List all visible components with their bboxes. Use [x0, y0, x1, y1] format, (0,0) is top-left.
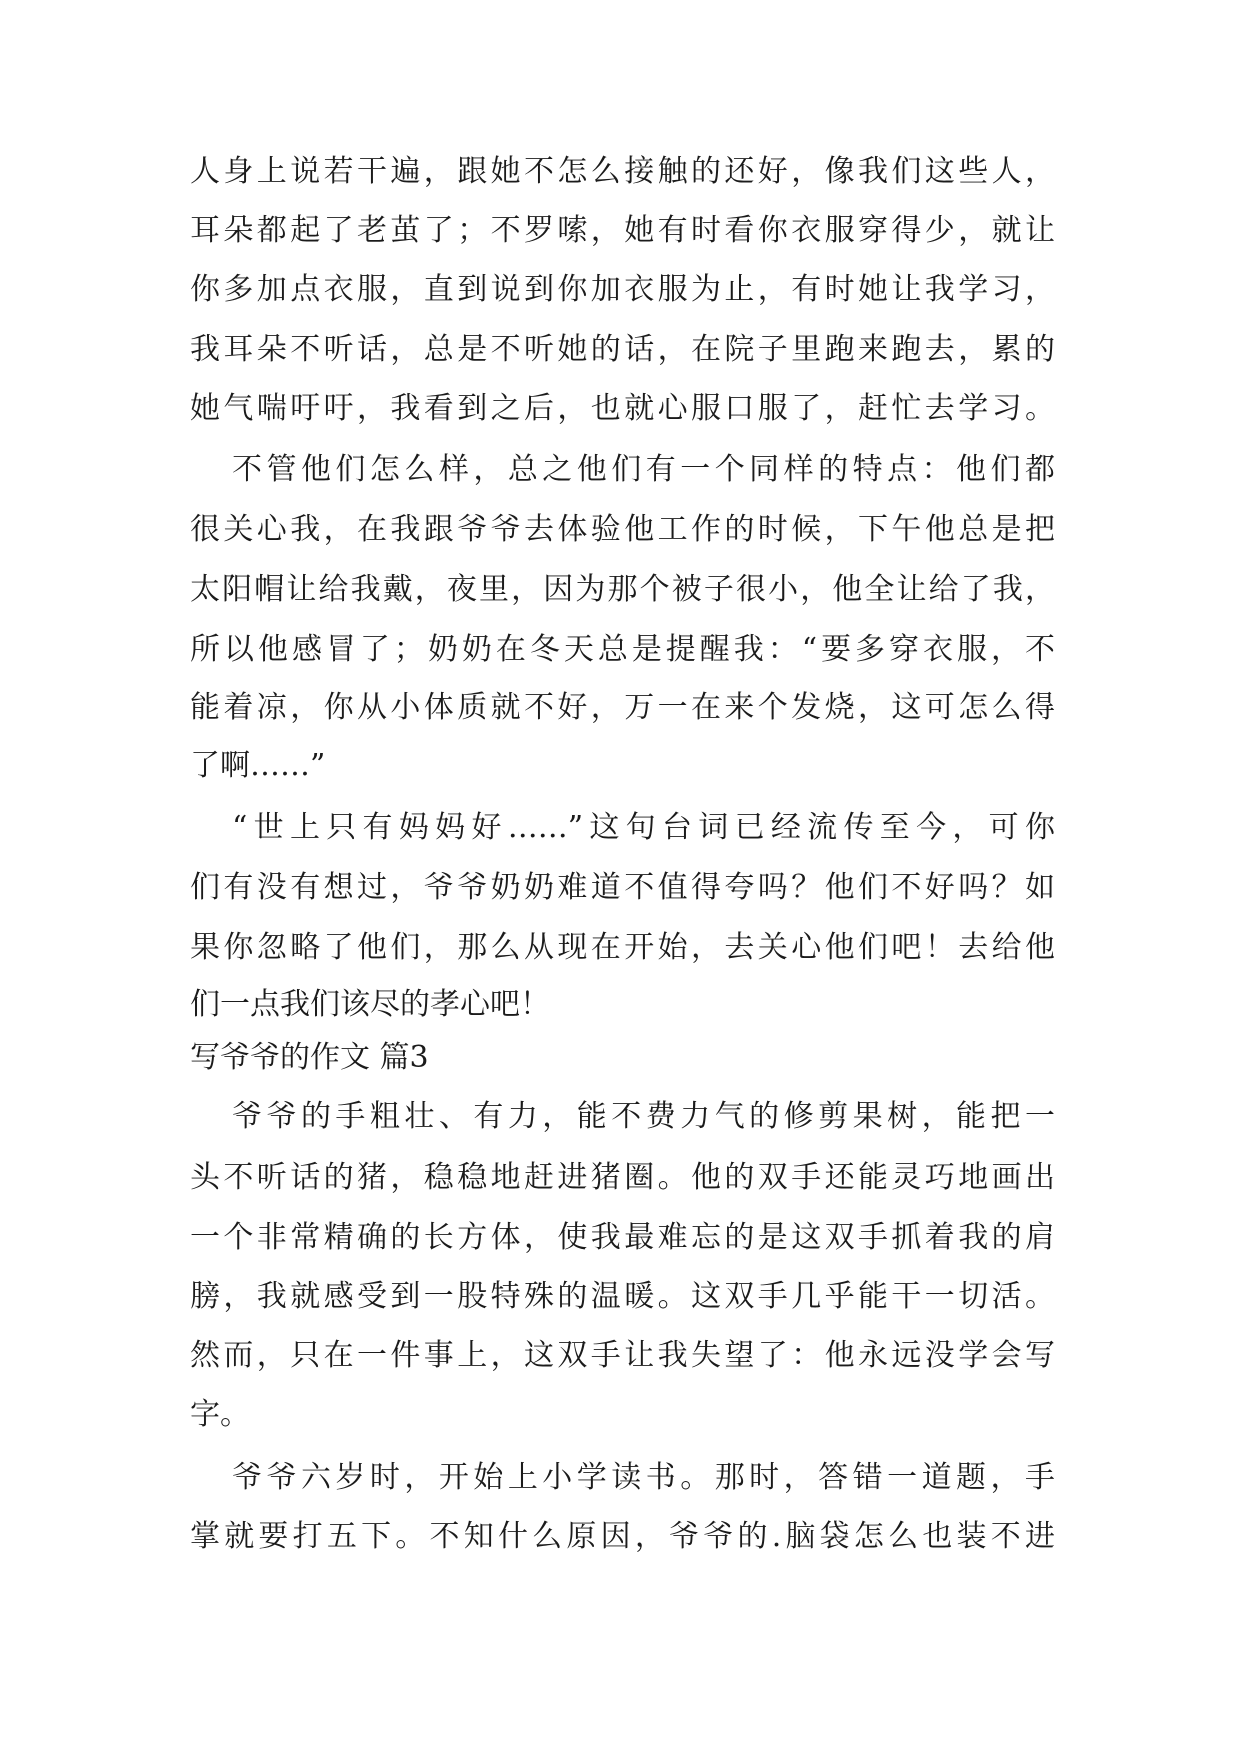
paragraph-line: 你多加点衣服，直到说到你加衣服为止，有时她让我学习，: [190, 272, 1055, 307]
paragraph-line: 一个非常精确的长方体，使我最难忘的是这双手抓着我的肩: [190, 1220, 1055, 1255]
paragraph-line: 能着凉，你从小体质就不好，万一在来个发烧，这可怎么得: [190, 690, 1055, 725]
paragraph-line: 头不听话的猪，稳稳地赶进猪圈。他的双手还能灵巧地画出: [190, 1160, 1055, 1195]
paragraph-line: 很关心我，在我跟爷爷去体验他工作的时候，下午他总是把: [190, 512, 1055, 547]
paragraph-line: 耳朵都起了老茧了；不罗嗦，她有时看你衣服穿得少，就让: [190, 213, 1055, 248]
paragraph-line: 然而，只在一件事上，这双手让我失望了：他永远没学会写: [190, 1338, 1055, 1373]
paragraph-line: 爷爷的手粗壮、有力，能不费力气的修剪果树，能把一: [232, 1099, 1055, 1134]
paragraph-line: 爷爷六岁时，开始上小学读书。那时，答错一道题，手: [232, 1460, 1055, 1495]
paragraph-line: 所以他感冒了；奶奶在冬天总是提醒我：“要多穿衣服，不: [190, 632, 1055, 667]
paragraph-line: 掌就要打五下。不知什么原因，爷爷的.脑袋怎么也装不进: [190, 1519, 1055, 1554]
paragraph-line: 她气喘吁吁，我看到之后，也就心服口服了，赶忙去学习。: [190, 391, 1055, 426]
paragraph-line: 了啊……”: [190, 748, 326, 783]
paragraph-line: 太阳帽让给我戴，夜里，因为那个被子很小，他全让给了我，: [190, 572, 1055, 607]
paragraph-line: 不管他们怎么样，总之他们有一个同样的特点：他们都: [232, 452, 1055, 487]
paragraph-line: 们有没有想过，爷爷奶奶难道不值得夸吗？他们不好吗？如: [190, 870, 1055, 905]
paragraph-line: 人身上说若干遍，跟她不怎么接触的还好，像我们这些人，: [190, 154, 1055, 189]
paragraph-line: 们一点我们该尽的孝心吧！: [190, 987, 550, 1022]
section-heading: 写爷爷的作文 篇3: [190, 1040, 429, 1075]
paragraph-line: 膀，我就感受到一股特殊的温暖。这双手几乎能干一切活。: [190, 1279, 1055, 1314]
paragraph-line: 字。: [190, 1397, 250, 1432]
paragraph-line: “世上只有妈妈好……”这句台词已经流传至今，可你: [232, 810, 1055, 845]
paragraph-line: 果你忽略了他们，那么从现在开始，去关心他们吧！去给他: [190, 930, 1055, 965]
paragraph-line: 我耳朵不听话，总是不听她的话，在院子里跑来跑去，累的: [190, 332, 1055, 367]
